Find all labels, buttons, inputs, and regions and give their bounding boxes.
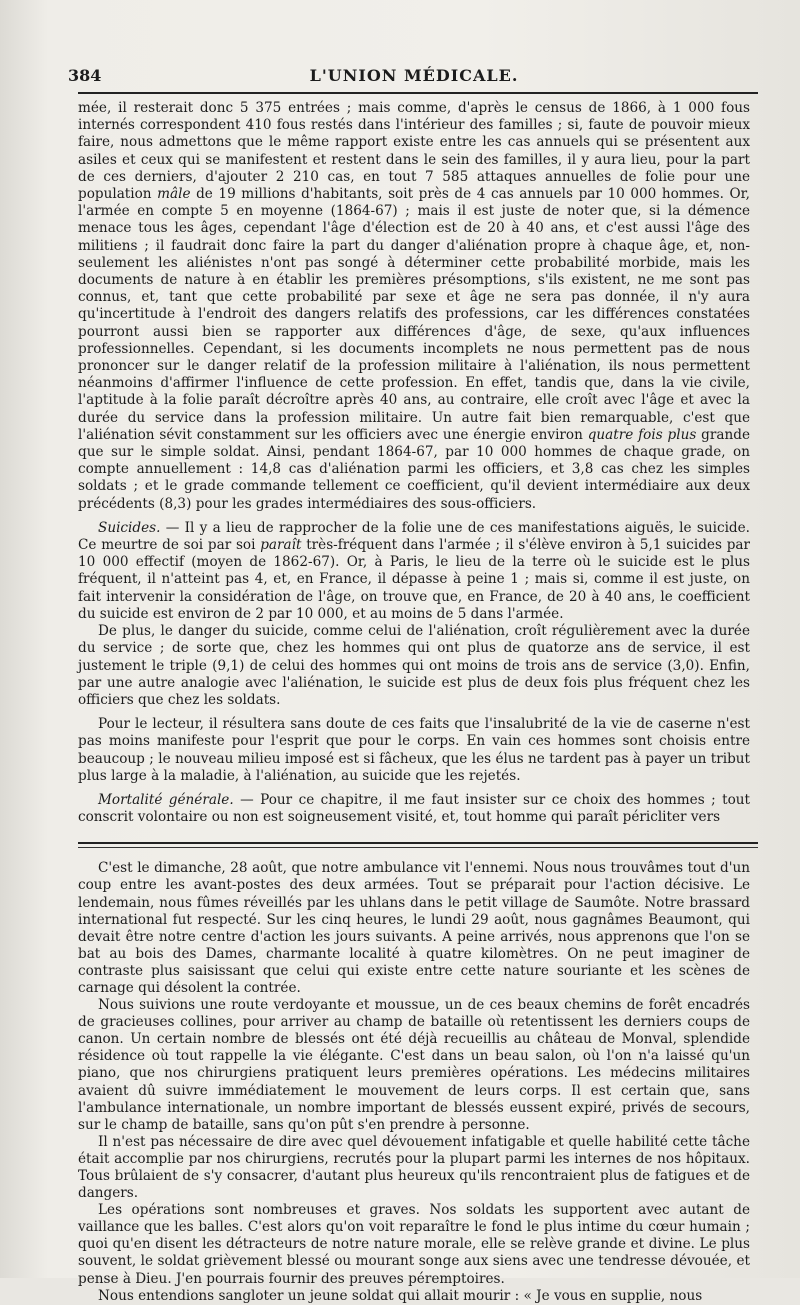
page-number: 384 <box>68 66 102 85</box>
page-header <box>68 58 750 88</box>
feuilleton-text <box>78 860 750 1304</box>
running-title: L'UNION MÉDICALE. <box>309 66 519 85</box>
emphasis: paraît <box>260 537 302 554</box>
feuilleton-paragraph: C'est le dimanche, 28 août, que notre ambulance vit l'ennemi. Nous nous trouvâmes tout d'un coup entre les avant-postes des deux armées. Tout se préparait pour l'action décisive. Le lendemain, nous fûmes réveillés par les uhlans dans le petit village de Saumôte. Notre brassard international fut respecté. Sur les cinq heures, le lundi 29 août, nous gagnâmes Beaumont, qui devait être notre centre d'action les jours suivants. A peine arrivés, nous apprenons que l'on se bat au bois des Dames, charmante localité à quatre kilomètres. On ne peut imaginer de contraste plus saisissant que celui qui existe entre cette nature souriante et les scènes de carnage qui désolent la contrée. <box>78 860 750 996</box>
emphasis: quatre fois plus <box>587 426 697 443</box>
main-text <box>78 100 750 826</box>
feuilleton-paragraph: Nous suivions une route verdoyante et moussue, un de ces beaux chemins de forêt encadrés de gracieuses collines, pour arriver au champ de bataille où retentissent les derniers coups de canon. Un certain nombre de blessés ont été déjà recueillis au château de Monval, splendide résidence où tout rappelle la vie élégante. C'est dans un beau salon, où l'on n'a laissé qu'un piano, que nos chirurgiens pratiquent leurs premières opérations. Les médecins militaires avaient dû suivre immédiatement le mouvement de leurs corps. Il est certain que, sans l'ambulance internationale, un nombre important de blessés eussent expiré, privés de secours, sur le champ de bataille, sans qu'on pût s'en prendre à personne. <box>78 997 750 1133</box>
feuilleton-paragraph: Les opérations sont nombreuses et graves. Nos soldats les supportent avec autant de vaillance que les balles. C'est alors qu'on voit reparaître le fond le plus intime du cœur humain ; quoi qu'en disent les détracteurs de notre nature morale, elle se relève grande et divine. Le plus souvent, le soldat grièvement blessé ou mourant songe aux siens avec une tendresse dévouée, et pense à Dieu. J'en pourrais fournir des preuves péremptoires. <box>78 1202 750 1287</box>
section-heading-suicides: Suicides. <box>98 519 161 536</box>
paragraph-4: Pour le lecteur, il résultera sans doute de ces faits que l'insalubrité de la vie de caserne n'est pas moins manifeste pour l'esprit que pour le corps. En vain ces hommes sont choisis entre beaucoup ; le nouveau milieu imposé est si fâcheux, que les élus ne tardent pas à payer un tribut plus large à la maladie, à l'aliénation, au suicide que les rejetés. <box>78 716 750 784</box>
feuilleton-paragraph: Nous entendions sangloter un jeune soldat qui allait mourir : « Je vous en supplie, nous <box>98 1287 703 1304</box>
feuilleton-separator <box>78 842 758 844</box>
emphasis: mâle <box>157 186 191 203</box>
paragraph-mortalite: Mortalité générale. — Pour ce chapitre, il me faut insister sur ce choix des hommes ; tout conscrit volontaire ou non est soigneusement visité, et, tout homme qui paraît péricliter vers <box>78 791 750 826</box>
feuilleton-separator-thin <box>78 847 758 848</box>
header-rule <box>78 92 758 94</box>
section-heading-mortalite: Mortalité générale. <box>98 791 234 808</box>
paragraph-suicides: Suicides. — Il y a lieu de rapprocher de la folie une de ces manifestations aiguës, le suicide. Ce meurtre de soi par soi paraît très-fréquent dans l'armée ; il s'élève environ à 5,1 suicides par 10 000 effectif (moyen de 1862-67). Or, à Paris, le lieu de la terre où le suicide est le plus fréquent, il n'atteint pas 4, et, en France, il dépasse à peine 1 ; mais si, comme il est juste, on fait intervenir la considération de l'âge, on trouve que, en France, de 20 à 40 ans, le coefficient du suicide est environ de 2 par 10 000, et au moins de 5 dans l'armée. <box>78 519 750 622</box>
paragraph-1: mée, il resterait donc 5 375 entrées ; mais comme, d'après le census de 1866, à 1 000 fous internés correspondent 410 fous restés dans l'intérieur des familles ; si, faute de pouvoir mieux faire, nous admettons que le même rapport existe entre les cas annuels qui se présentent aux asiles et ceux qui se manifestent et restent dans le sein des familles, il y aura lieu, pour la part de ces derniers, d'ajouter 2 210 cas, en tout 7 585 attaques annuelles de folie pour une population mâle de 19 millions d'habitants, soit près de 4 cas annuels par 10 000 hommes. Or, l'armée en compte 5 en moyenne (1864-67) ; mais il est juste de noter que, si la démence menace tous les âges, cependant l'âge d'élection est de 20 à 40 ans, et c'est aussi l'âge des militiens ; il faudrait donc faire la part du danger d'aliénation propre à chaque âge, et, non-seulement les aliénistes n'ont pas songé à déterminer cette probabilité morbide, mais les documents de nature à en établir les premières présomptions, s'ils existent, ne me sont pas connus, et, tant que cette probabilité par sexe et âge ne sera pas donnée, il n'y aura qu'incertitude à l'endroit des dangers relatifs des professions, car les différences constatées pourront aussi bien se rapporter aux différences d'âge, de sexe, qu'aux influences professionnelles. Cependant, si les documents incomplets ne nous permettent pas de nous prononcer sur le danger relatif de la profession militaire à l'aliénation, ils nous permettent néanmoins d'affirmer l'influence de cette profession. En effet, tandis que, dans la vie civile, l'aptitude à la folie paraît décroître après 40 ans, au contraire, elle croît avec l'âge et avec la durée du service dans la profession militaire. Un autre fait bien remarquable, c'est que l'aliénation sévit constamment sur les officiers avec une énergie environ quatre fois plus grande que sur le simple soldat. Ainsi, pendant 1864-67, par 10 000 hommes de chaque grade, on compte annuellement : 14,8 cas d'aliénation parmi les officiers, et 3,8 cas chez les simples soldats ; et le grade commande tellement ce coefficient, qu'il devient intermédiaire aux deux précédents (8,3) pour les grades intermédiaires des sous-officiers. <box>78 100 750 512</box>
paragraph-3: De plus, le danger du suicide, comme celui de l'aliénation, croît régulièrement avec la durée du service ; de sorte que, chez les hommes qui ont plus de quatorze ans de service, il est justement le triple (9,1) de celui des hommes qui ont moins de trois ans de service (3,0). Enfin, par une autre analogie avec l'aliénation, le suicide est plus de deux fois plus fréquent chez les officiers que chez les soldats. <box>78 623 750 708</box>
feuilleton-paragraph: Il n'est pas nécessaire de dire avec quel dévouement infatigable et quelle habilité cette tâche était accomplie par nos chirurgiens, recrutés pour la plupart parmi les internes de nos hôpitaux. Tous brûlaient de s'y consacrer, d'autant plus heureux qu'ils rencontraient plus de fatigues et de dangers. <box>78 1133 750 1202</box>
